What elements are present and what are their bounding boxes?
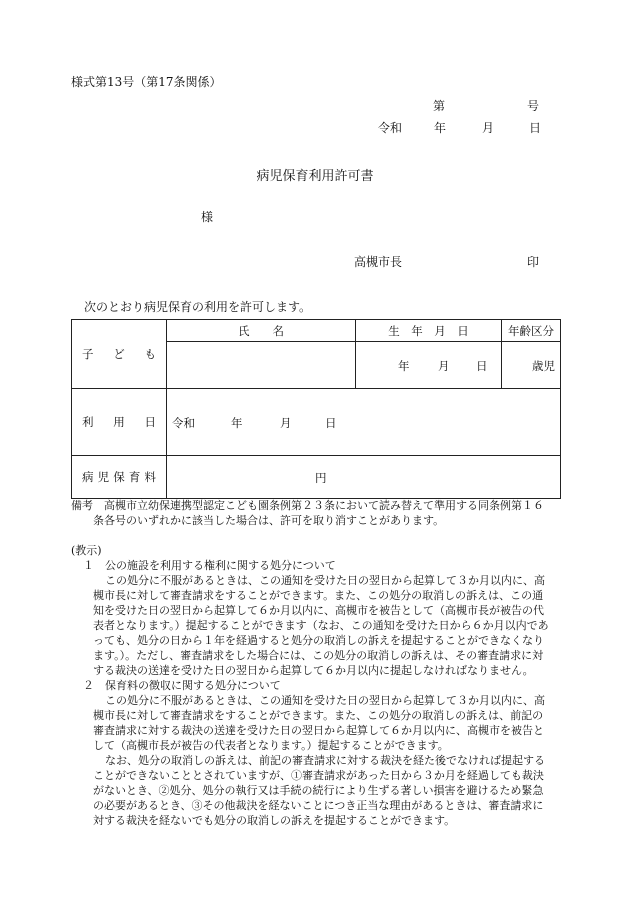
instruction-item-1-body <box>71 573 566 678</box>
recipient-suffix: 様 <box>201 210 214 224</box>
birth-date-field[interactable] <box>356 342 502 389</box>
use-date-label: 利 用 日 <box>72 389 167 456</box>
instruction-line: 知を受けた日の翌日から起算して６か月以内に、高槻市を被告として（高槻市長が被告の代 <box>93 604 544 617</box>
use-date-day: 日 <box>325 416 337 430</box>
use-date-era: 令和 <box>172 416 195 430</box>
fee-unit: 円 <box>315 471 327 485</box>
age-category-header: 年齢区分 <box>502 320 561 342</box>
issuer-name: 高槻市長 <box>354 255 403 269</box>
instruction-item-2-title: ２ 保育料の徴収に関する処分について <box>83 679 281 692</box>
instruction-line: ます。）。ただし、審査請求をした場合には、この処分の取消しの訴えは、その審査請求に対 <box>93 649 544 662</box>
issue-date-day: 日 <box>529 121 542 135</box>
age-unit-label: 歳児 <box>532 359 555 373</box>
use-date-year: 年 <box>231 416 243 430</box>
child-label: 子 ど も <box>72 320 167 389</box>
age-category-field[interactable] <box>502 342 561 389</box>
intro-text: 次のとおり病児保育の利用を許可します。 <box>84 300 312 314</box>
instruction-line: ことができないこととされていますが、①審査請求があった日から３か月を経過しても裁決 <box>93 769 544 782</box>
instruction-line: この処分に不服があるときは、この通知を受けた日の翌日から起算して３か月以内に、高 <box>105 694 545 707</box>
birth-day-label: 日 <box>476 359 488 373</box>
permit-table <box>71 319 561 499</box>
doc-number-prefix: 第 <box>433 99 446 113</box>
birth-date-header: 生 年 月 日 <box>356 320 502 342</box>
instruction-line: する裁決の送達を受けた日の翌日から起算して６か月以内に提起しなければなりません。 <box>93 664 534 677</box>
remarks <box>71 498 566 528</box>
use-date-month: 月 <box>280 416 292 430</box>
instruction-line: 審査請求に対する裁決の送達を受けた日の翌日から起算して６か月以内に、高槻市を被告と <box>93 724 544 737</box>
instruction-line: 槻市長に対して審査請求をすることができます。また、この処分の取消しの訴えは、前記の <box>93 709 544 722</box>
instruction-line: して（高槻市長が被告の代表者となります。）提起することができます。 <box>93 739 449 752</box>
birth-year-label: 年 <box>398 359 410 373</box>
instruction-item-2-body <box>71 693 566 828</box>
instructions <box>71 543 566 828</box>
remarks-line-2: 条各号のいずれかに該当した場合は、許可を取り消すことがあります。 <box>93 514 445 527</box>
instruction-line: 槻市長に対して審査請求をすることができます。また、この処分の取消しの訴えは、この通 <box>93 589 544 602</box>
use-date-field[interactable] <box>167 389 561 456</box>
child-name-field[interactable] <box>167 342 356 389</box>
birth-month-label: 月 <box>438 359 450 373</box>
name-header: 氏 名 <box>167 320 356 342</box>
instruction-item-1-title: １ 公の施設を利用する権利に関する処分について <box>83 559 336 572</box>
fee-field[interactable] <box>167 456 561 499</box>
instruction-line: がないとき、②処分、処分の執行又は手続の続行により生ずる著しい損害を避けるため緊急 <box>93 784 544 797</box>
instruction-line: の必要があるとき、③その他裁決を経ないことにつき正当な理由があるときは、審査請求に <box>93 799 544 812</box>
remarks-line-1: 高槻市立幼保連携型認定こども園条例第２３条において読み替えて準用する同条例第１６ <box>104 499 544 512</box>
instruction-line: 対する裁決を経ないでも処分の取消しの訴えを提起することができます。 <box>93 814 456 827</box>
instruction-line: っても、処分の日から１年を経過すると処分の取消しの訴えを提起することができなくなり <box>93 634 544 647</box>
issue-date-month: 月 <box>482 121 495 135</box>
remarks-label: 備考 <box>71 499 93 512</box>
instruction-line: なお、処分の取消しの訴えは、前記の審査請求に対する裁決を経た後でなければ提起する <box>105 754 545 767</box>
form-number: 様式第13号（第17条関係） <box>71 75 222 89</box>
issue-date-era: 令和 <box>378 121 403 135</box>
document-title: 病児保育利用許可書 <box>256 169 374 184</box>
instructions-heading: (教示) <box>71 544 102 557</box>
issue-date-year: 年 <box>434 121 447 135</box>
fee-label: 病 児 保 育 料 <box>72 456 167 499</box>
doc-number-suffix: 号 <box>527 99 540 113</box>
instruction-line: この処分に不服があるときは、この通知を受けた日の翌日から起算して３か月以内に、高 <box>105 574 545 587</box>
seal-mark: 印 <box>527 255 540 269</box>
instruction-line: 表者となります。）提起することができます（なお、この通知を受けた日から６か月以内であ <box>93 619 549 632</box>
